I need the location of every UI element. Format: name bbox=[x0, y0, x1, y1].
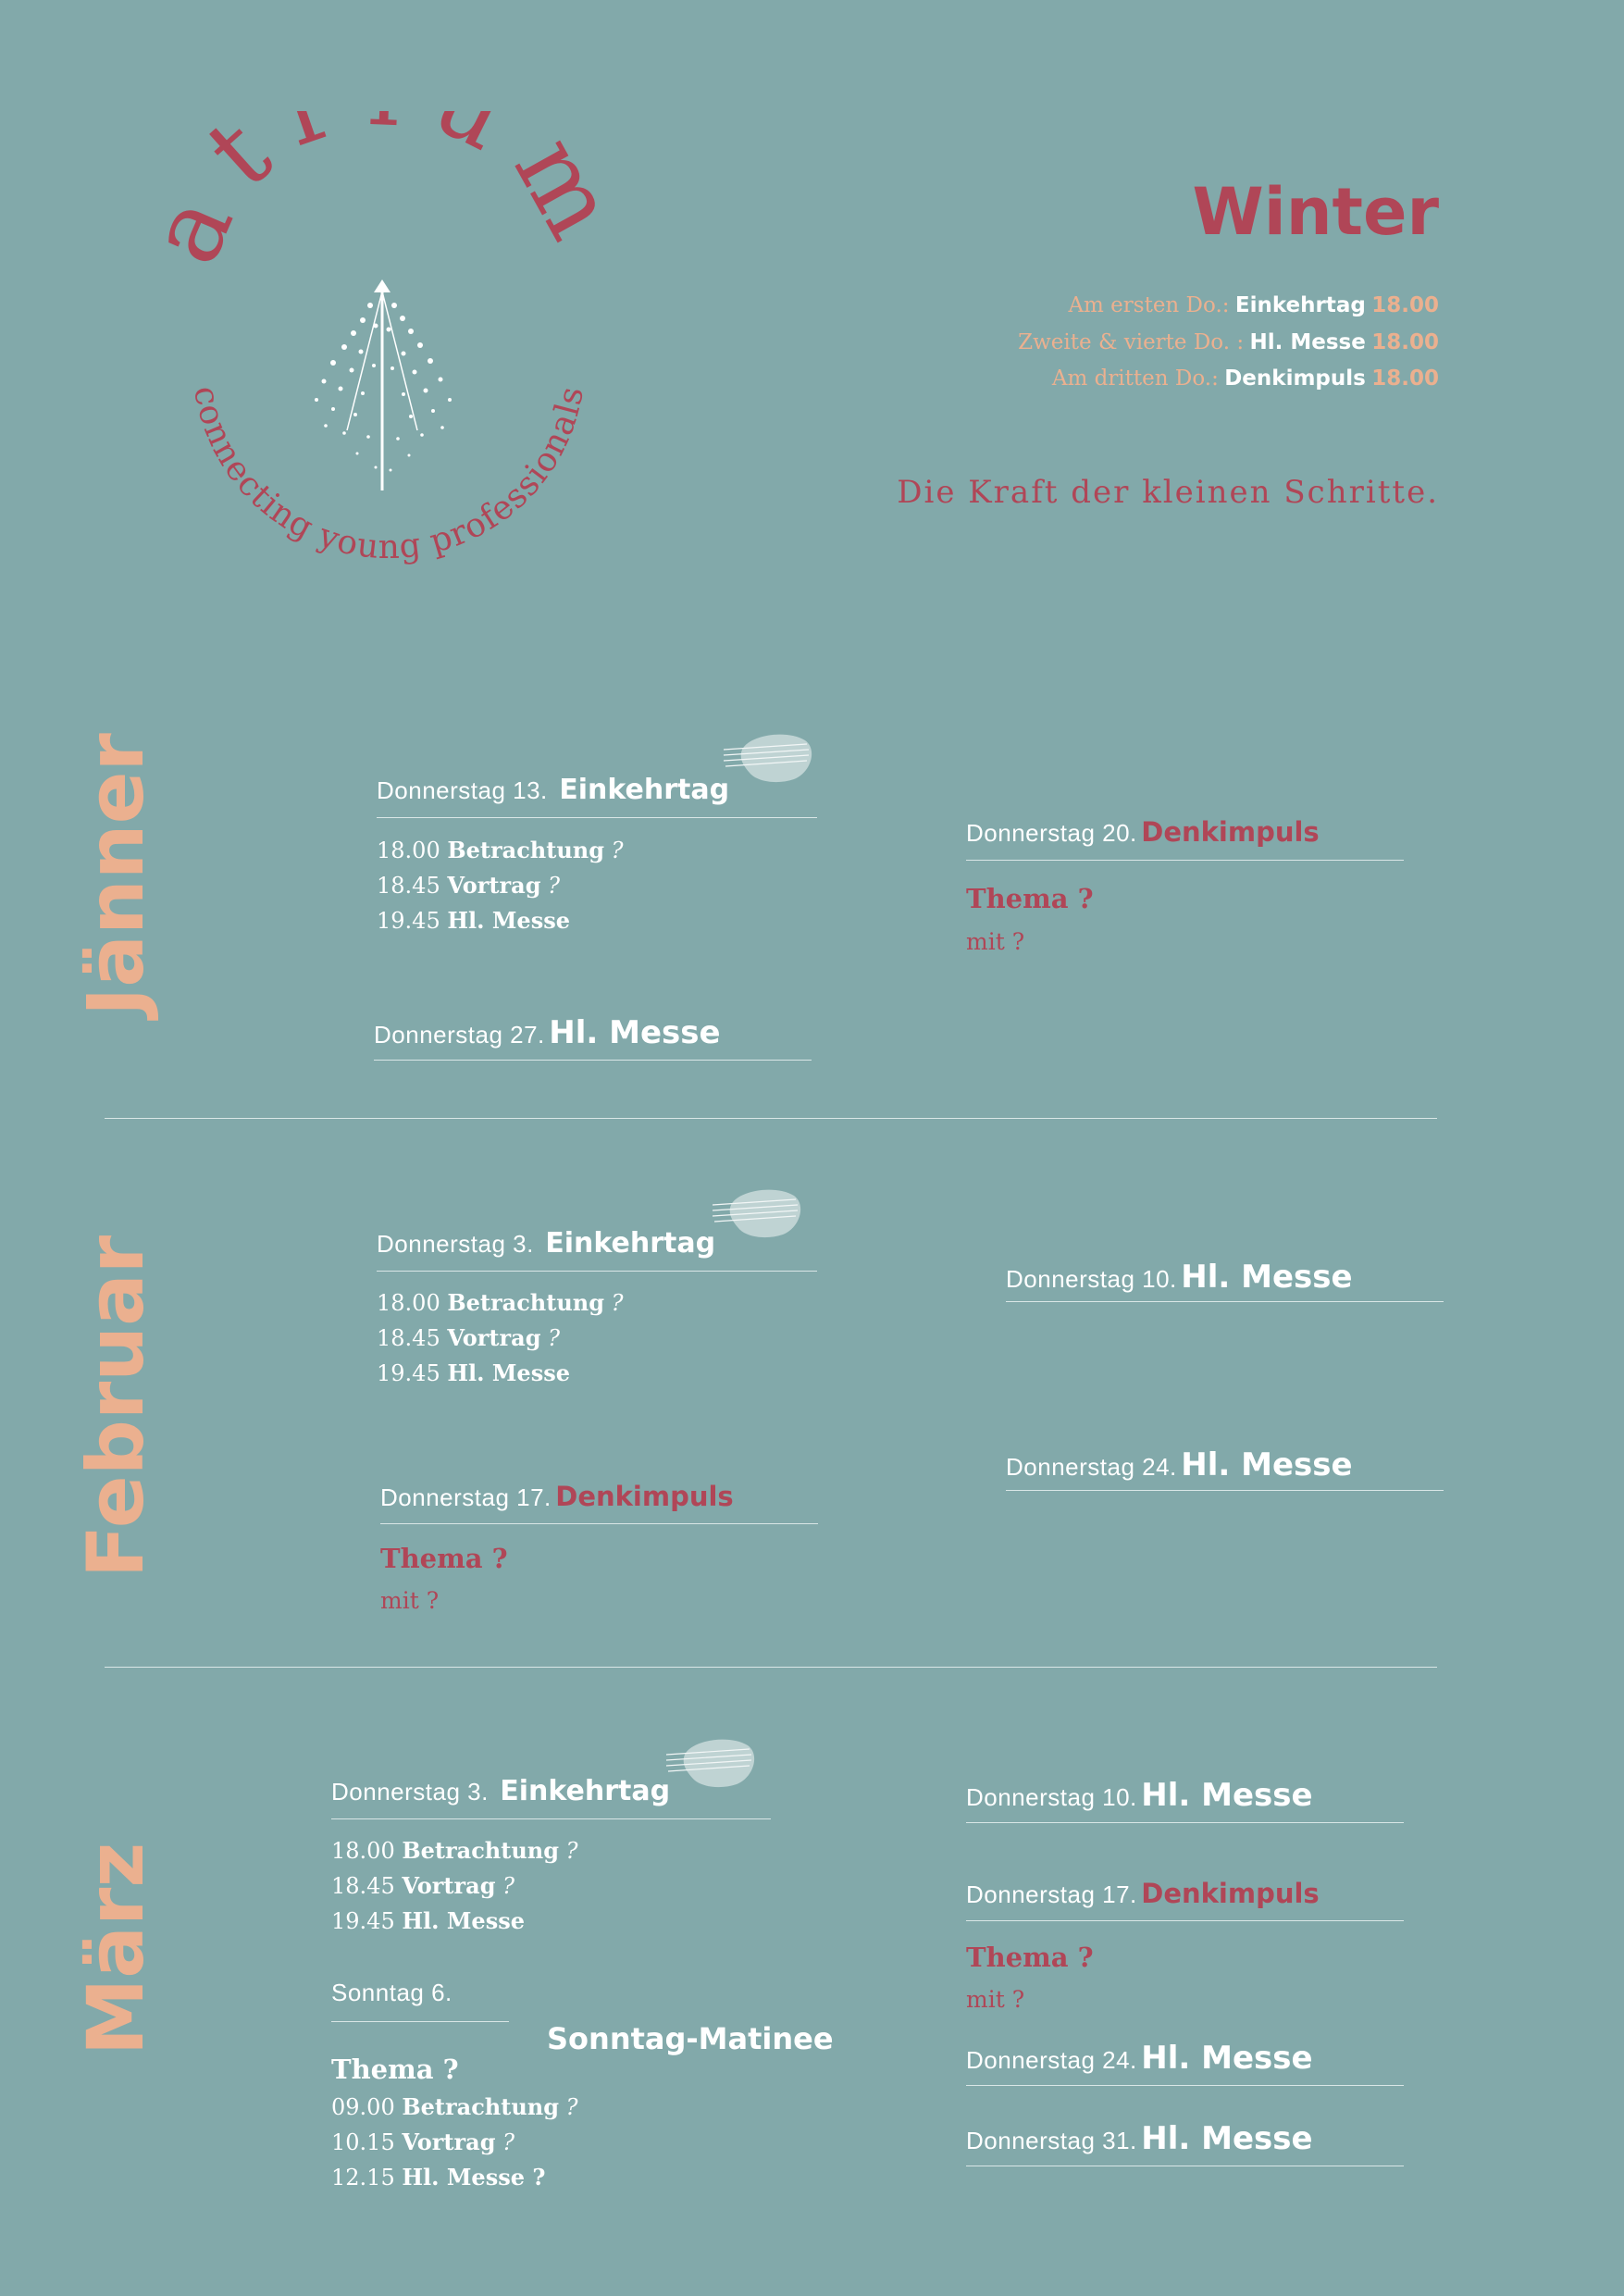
program-item: 10.15 Vortrag ? bbox=[331, 2128, 515, 2155]
schedule-time: 18.00 bbox=[1371, 293, 1439, 317]
event-theme: Thema ? bbox=[966, 1942, 1094, 1973]
event-day: Donnerstag 3. bbox=[331, 1778, 489, 1806]
event-day: Donnerstag 17. bbox=[380, 1483, 552, 1511]
schedule-event: Hl. Messe bbox=[1249, 330, 1366, 354]
event-name: Einkehrtag bbox=[500, 1775, 671, 1807]
event-day: Donnerstag 20. bbox=[966, 819, 1137, 847]
event-name: Denkimpuls bbox=[1141, 1878, 1320, 1909]
program-item: 19.45 Hl. Messe bbox=[377, 1359, 570, 1386]
event-name: Hl. Messe bbox=[549, 1014, 721, 1051]
event-name: Hl. Messe bbox=[1181, 1259, 1353, 1296]
program-list bbox=[331, 1833, 578, 1939]
event-day: Donnerstag 24. bbox=[966, 2046, 1137, 2074]
season-title: Winter bbox=[1192, 174, 1439, 250]
divider-line bbox=[1006, 1490, 1444, 1491]
event-header bbox=[1006, 1259, 1353, 1296]
divider-line bbox=[331, 1818, 771, 1819]
brush-stroke-icon bbox=[664, 1736, 762, 1796]
program-list bbox=[331, 2090, 578, 2195]
schedule-line bbox=[1052, 366, 1439, 391]
schedule-line bbox=[1018, 329, 1439, 354]
month-label-feb: Februar bbox=[70, 1235, 161, 1579]
event-theme: Thema ? bbox=[966, 883, 1094, 914]
schedule-event: Denkimpuls bbox=[1224, 366, 1366, 391]
divider-line bbox=[380, 1523, 818, 1524]
schedule-prefix: Zweite & vierte Do. : bbox=[1018, 330, 1245, 354]
brush-stroke-icon bbox=[722, 731, 819, 791]
schedule-line bbox=[1068, 292, 1439, 317]
schedule-prefix: Am dritten Do.: bbox=[1051, 366, 1219, 391]
program-list bbox=[377, 833, 624, 938]
event-header bbox=[966, 1777, 1313, 1814]
program-item: 19.45 Hl. Messe bbox=[377, 907, 570, 934]
divider-line bbox=[966, 860, 1404, 861]
event-name: Einkehrtag bbox=[545, 1227, 716, 1260]
divider-line bbox=[377, 817, 817, 818]
divider-line bbox=[374, 1060, 812, 1061]
event-name: Denkimpuls bbox=[555, 1481, 734, 1512]
brush-stroke-icon bbox=[711, 1186, 808, 1247]
event-header bbox=[380, 1481, 734, 1512]
event-speaker: mit ? bbox=[966, 928, 1025, 955]
event-speaker: mit ? bbox=[380, 1587, 440, 1614]
event-header bbox=[966, 816, 1320, 848]
logo bbox=[148, 111, 629, 611]
event-header bbox=[331, 1775, 670, 1807]
program-item: 12.15 Hl. Messe ? bbox=[331, 2164, 546, 2191]
event-day: Donnerstag 3. bbox=[377, 1230, 534, 1258]
program-item: 18.00 Betrachtung ? bbox=[331, 1837, 578, 1864]
event-name: Hl. Messe bbox=[1141, 2040, 1313, 2077]
program-item: 18.45 Vortrag ? bbox=[331, 1872, 515, 1899]
month-label-mar: März bbox=[70, 1842, 161, 2056]
section-divider bbox=[105, 1667, 1437, 1668]
schedule-prefix: Am ersten Do.: bbox=[1068, 293, 1230, 317]
divider-line bbox=[966, 1822, 1404, 1823]
fountain-icon bbox=[315, 279, 452, 490]
divider-line bbox=[1006, 1301, 1444, 1302]
event-name: Einkehrtag bbox=[559, 774, 730, 806]
event-day: Sonntag 6. bbox=[331, 1979, 452, 2006]
event-header bbox=[1006, 1446, 1353, 1483]
event-header bbox=[966, 2040, 1313, 2077]
schedule-time: 18.00 bbox=[1371, 366, 1439, 391]
program-item: 18.00 Betrachtung ? bbox=[377, 1289, 624, 1316]
event-header bbox=[377, 774, 729, 806]
month-label-jan: Jänner bbox=[70, 733, 161, 1016]
section-divider bbox=[105, 1118, 1437, 1119]
divider-line bbox=[966, 2085, 1404, 2086]
event-header bbox=[966, 2120, 1313, 2157]
event-speaker: mit ? bbox=[966, 1986, 1025, 2013]
program-item: 19.45 Hl. Messe bbox=[331, 1907, 525, 1934]
event-day: Donnerstag 31. bbox=[966, 2127, 1137, 2154]
event-header bbox=[377, 1227, 715, 1260]
event-name: Denkimpuls bbox=[1141, 816, 1320, 848]
event-header bbox=[966, 1878, 1320, 1909]
event-name: Sonntag-Matinee bbox=[547, 2021, 834, 2056]
event-name: Hl. Messe bbox=[1181, 1446, 1353, 1483]
event-day: Donnerstag 24. bbox=[1006, 1453, 1177, 1481]
divider-line bbox=[377, 1271, 817, 1272]
event-header bbox=[374, 1014, 721, 1051]
divider-line bbox=[966, 1920, 1404, 1921]
divider-line bbox=[331, 2021, 509, 2022]
event-day: Donnerstag 13. bbox=[377, 776, 548, 804]
program-item: 18.00 Betrachtung ? bbox=[377, 837, 624, 863]
event-name: Hl. Messe bbox=[1141, 1777, 1313, 1814]
logo-tagline: connecting young professionals bbox=[185, 382, 592, 566]
motto: Die Kraft der kleinen Schritte. bbox=[897, 474, 1439, 511]
program-item: 09.00 Betrachtung ? bbox=[331, 2093, 578, 2120]
program-item: 18.45 Vortrag ? bbox=[377, 1324, 561, 1351]
event-day: Donnerstag 10. bbox=[966, 1783, 1137, 1811]
event-day: Donnerstag 27. bbox=[374, 1021, 545, 1049]
event-theme: Thema ? bbox=[331, 2054, 459, 2085]
logo-wordmark: t u bbox=[185, 111, 549, 210]
event-day: Donnerstag 17. bbox=[966, 1880, 1137, 1908]
event-theme: Thema ? bbox=[380, 1543, 508, 1574]
schedule-time: 18.00 bbox=[1371, 330, 1439, 354]
program-list bbox=[377, 1285, 624, 1391]
schedule-event: Einkehrtag bbox=[1234, 293, 1366, 317]
event-name: Hl. Messe bbox=[1141, 2120, 1313, 2157]
event-day: Donnerstag 10. bbox=[1006, 1265, 1177, 1293]
program-item: 18.45 Vortrag ? bbox=[377, 872, 561, 899]
